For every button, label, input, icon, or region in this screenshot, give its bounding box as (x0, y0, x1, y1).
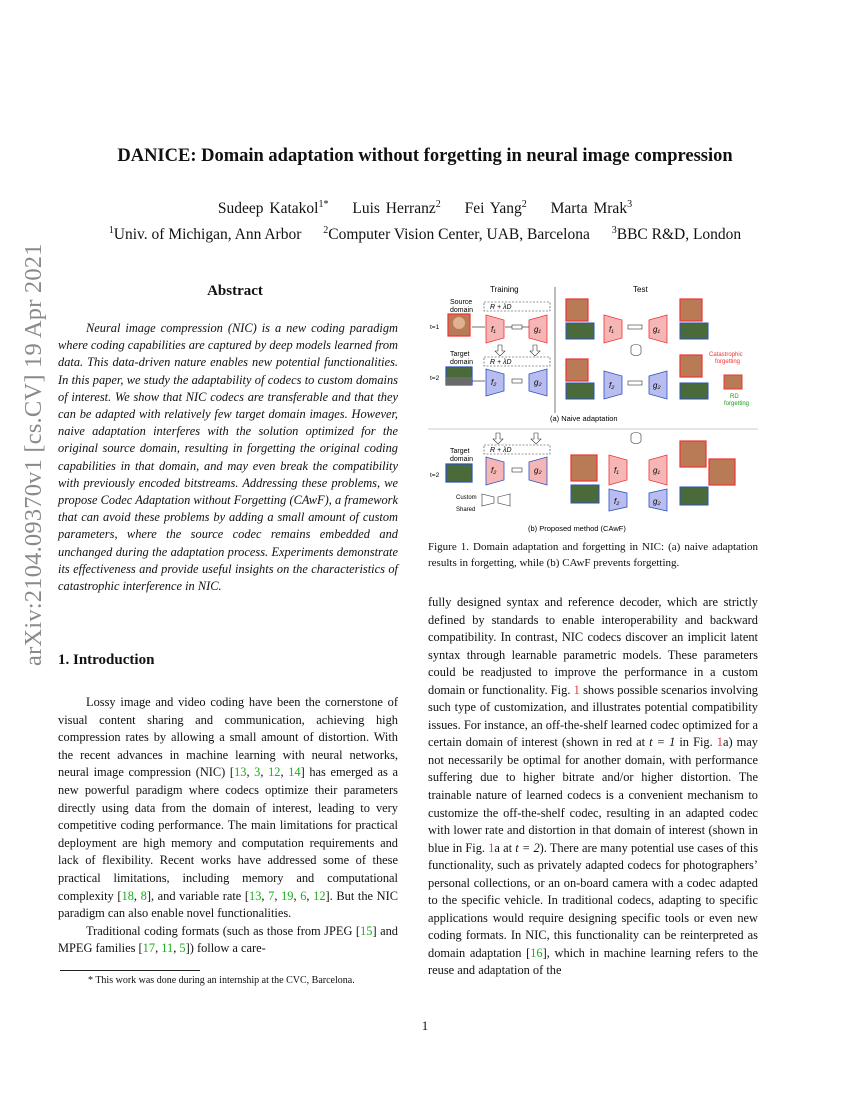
face-image (724, 375, 742, 389)
introduction-right-column (428, 594, 758, 980)
citation-link[interactable]: 8 (140, 888, 147, 903)
t2-label: t=2 (430, 472, 440, 479)
shared-legend-icon (498, 494, 510, 506)
footnote: * This work was done during an internship at the CVC, Barcelona. (88, 975, 355, 986)
paragraph: Lossy image and video coding have been the cornerstone of visual content sharing and communication, achieving high compression rates by allowing a small amount of distortion. With the recent advances in machine learning with neural networks, neural image compression (NIC) [13, 3, 12, 14] has emerged as a new powerful paradigm where codecs optimize their parameters directly using data from the domain of interest, leading to very competitive coding performance. The main limitations for practical deployment are high memory and computation requirements and lack of flexibility. Recent works have addressed some of these practical limitations, including memory and computational complexity [18, 8], and variable rate [13, 7, 19, 6, 12]. But the NIC paradigm can also enable novel functionalities. (58, 695, 399, 921)
loss-formula: R + λD (490, 359, 512, 366)
author-list (0, 200, 850, 218)
latent-code (628, 325, 642, 329)
target-domain-label: Target (450, 448, 470, 455)
loss-formula: R + λD (490, 304, 512, 311)
citation-link[interactable]: 18 (121, 888, 134, 903)
citation-link[interactable]: 3 (254, 765, 261, 780)
caption-a: (a) Naive adaptation (550, 414, 618, 423)
catastrophic-forgetting-label: Catastrophic (709, 352, 743, 358)
down-arrow-icon (531, 433, 541, 444)
street-image (680, 487, 708, 505)
face-image (566, 359, 588, 381)
encoder-f2-label: f₂ (491, 466, 497, 475)
affiliation: $^1$Univ. of Michigan, Ann Arbor (108, 225, 302, 243)
face-image (680, 299, 702, 321)
figure-reference-link[interactable]: 1 (716, 735, 723, 750)
latent-code (512, 325, 522, 329)
source-domain-label: domain (450, 307, 473, 314)
face-image (680, 441, 706, 467)
citation-link[interactable]: 13 (234, 765, 247, 780)
street-image-detail (446, 377, 472, 385)
decoder-g2-label: g₂ (653, 497, 661, 506)
citation-link[interactable]: 19 (281, 888, 294, 903)
arxiv-watermark: arXiv:2104.09370v1 [cs.CV] 19 Apr 2021 (20, 243, 47, 666)
paragraph: fully designed syntax and reference decoder, which are strictly defined by standards to enable interoperability and backward compatibility. In contrast, NIC codecs discover an implicit latent syntax through learnable parametric models. These parameters could be readjusted to improve the performance in a custom domain or functionality. Fig. 1 shows possible scenarios involving such type of customization, and illustrates potential compatibility issues. For instance, an off-the-shelf learned codec optimized for a certain domain of interest (shown in red at t = 1 in Fig. 1a) may not necessarily be optimal for another domain, with performance suffering due to higher bitrate and/or higher distortion. The trainable nature of learned codecs is a convenient mechanism to customize the off-the-shelf codec, resulting in an adapted codec with lower rate and distortion in that domain of interest (shown in blue in Fig. 1a at t = 2). There are many potential use cases of this functionality, such as privately adapted codecs for photographers’ personal collections, or an on-board camera with a codec adapted to the specific vehicle. In traditional codecs, adapting to specific applications would require designing specific tools or even new coding formats. In NIC, this functionality can be reinterpreted as domain adaptation [16], which in machine learning refers to the reuse and adaptation of the (428, 595, 759, 978)
street-image (680, 323, 708, 339)
latent-code (628, 381, 642, 385)
caption-b: (b) Proposed method (CAwF) (528, 524, 626, 533)
street-image (571, 485, 599, 503)
citation-link[interactable]: 14 (288, 765, 301, 780)
citation-link[interactable]: 5 (179, 941, 186, 956)
no-forgetting-label: RD (730, 394, 739, 400)
abstract-text: Neural image compression (NIC) is a new coding paradigm where coding capabilities are captured by deep models learned from data. This data-driven nature enables new potential functionalities. In this paper, we study the adaptability of codecs to custom domains of interest. We show that NIC codecs are transferable and that they can be adapted with relatively few target domain images. However, naive adaptation interferes with the solution optimized for the original source domain, resulting in forgetting the original coding capabilities in that domain, and may even break the compatibility with previously encoded bitstreams. Addressing these problems, we propose Codec Adaptation without Forgetting (CAwF), a framework that can avoid these problems by adding a small amount of custom parameters, where the source codec remains embedded and unchanged during the adaptation process. Experiments demonstrate its effectiveness and provide useful insights on the characteristics of catastrophic interference in NIC. (58, 321, 398, 594)
face-image (566, 299, 588, 321)
face-image (571, 455, 597, 481)
citation-link[interactable]: 12 (313, 888, 326, 903)
citation-link[interactable]: 11 (161, 941, 174, 956)
figure-reference-link[interactable]: 1 (573, 682, 580, 697)
abstract-heading: Abstract (207, 283, 263, 299)
paper-title: DANICE: Domain adaptation without forgetting in neural image compression (117, 146, 733, 166)
encoder-f2-label: f₂ (491, 378, 497, 387)
street-image (566, 323, 594, 339)
encoder-f2-label: f₂ (614, 497, 620, 506)
section-heading-introduction: 1. Introduction (58, 652, 155, 668)
catastrophic-forgetting-label: forgetting (715, 359, 741, 365)
introduction-left-column (58, 694, 398, 958)
latent-code (512, 468, 522, 472)
shared-legend-label: Shared (456, 507, 476, 513)
test-label: Test (633, 285, 648, 294)
decoder-g2-label: g₂ (534, 466, 542, 475)
latent-code (512, 379, 522, 383)
footnote-rule (60, 970, 200, 971)
no-forgetting-label: forgetting (724, 401, 750, 407)
decoder-g1-label: g₁ (653, 325, 660, 334)
t1-label: t=1 (430, 324, 440, 331)
face-image (680, 355, 702, 377)
encoder-f1-label: f₁ (491, 325, 496, 334)
face-image (709, 459, 735, 485)
figure-1 (428, 283, 758, 535)
decoder-g1-label: g₁ (534, 325, 541, 334)
citation-link[interactable]: 12 (268, 765, 281, 780)
target-domain-label: Target (450, 351, 470, 358)
source-domain-label: Source (450, 299, 473, 306)
database-icon (631, 435, 641, 444)
custom-legend-icon (482, 494, 494, 506)
author: Luis Herranz$^2$ (352, 199, 441, 217)
target-domain-label: domain (450, 456, 473, 463)
citation-link[interactable]: 13 (249, 888, 262, 903)
decoder-g2-label: g₂ (653, 381, 661, 390)
face-image-detail (453, 317, 465, 329)
training-label: Training (490, 285, 519, 294)
down-arrow-icon (530, 345, 540, 356)
citation-link[interactable]: 6 (300, 888, 307, 903)
affiliation: $^3$BBC R&D, London (611, 225, 742, 243)
t2-label: t=2 (430, 375, 440, 382)
decoder-g2-label: g₂ (534, 378, 542, 387)
author: Fei Yang$^2$ (464, 199, 527, 217)
citation-link[interactable]: 16 (530, 945, 543, 960)
affiliation-list (0, 226, 850, 244)
citation-link[interactable]: 17 (142, 941, 156, 956)
street-image (566, 383, 594, 399)
figure-caption: Figure 1. Domain adaptation and forgetting in NIC: (a) naive adaptation results in forgetting, while (b) CAwF prevents forgetting. (428, 541, 758, 569)
down-arrow-icon (495, 345, 505, 356)
encoder-f2-label: f₂ (609, 381, 615, 390)
author: Marta Mrak$^3$ (550, 199, 633, 217)
decoder-g1-label: g₁ (653, 466, 660, 475)
custom-legend-label: Custom (456, 495, 477, 501)
affiliation: $^2$Computer Vision Center, UAB, Barcelona (323, 225, 590, 243)
citation-link[interactable]: 7 (268, 888, 275, 903)
down-arrow-icon (493, 433, 503, 444)
page-number: 1 (421, 1018, 429, 1033)
database-icon (631, 347, 641, 356)
street-image (680, 383, 708, 399)
citation-link[interactable]: 15 (360, 923, 373, 938)
paragraph: Traditional coding formats (such as those from JPEG [15] and MPEG families [17, 11, 5]) follow a care- (58, 923, 398, 956)
encoder-f1-label: f₁ (609, 325, 614, 334)
loss-formula: R + λD (490, 447, 512, 454)
target-domain-label: domain (450, 359, 473, 366)
encoder-f1-label: f₁ (614, 466, 619, 475)
street-image (446, 464, 472, 482)
figure-reference-link[interactable]: 1 (488, 840, 495, 855)
author: Sudeep Katakol$^{1*}$ (217, 199, 329, 217)
